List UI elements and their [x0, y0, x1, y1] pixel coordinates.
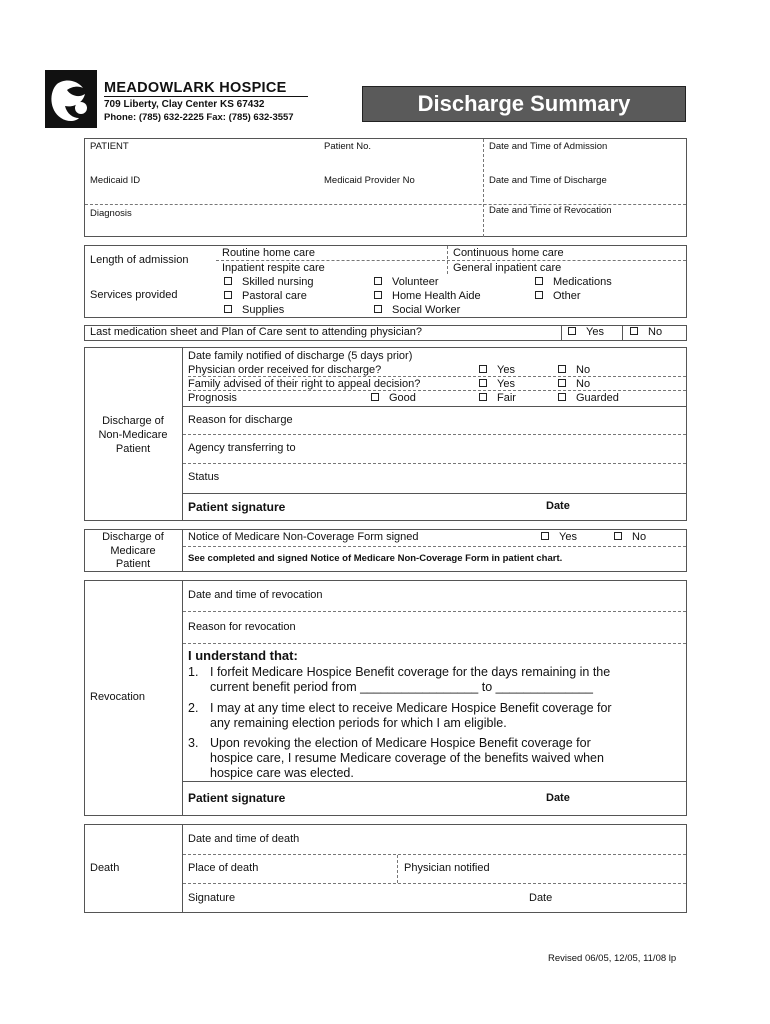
item-number: 3.	[188, 736, 199, 750]
org-phone: Phone: (785) 632-2225 Fax: (785) 632-3557	[104, 112, 294, 123]
patient-info-box	[84, 138, 687, 237]
checkbox-icon[interactable]	[371, 393, 379, 401]
medicaid-provider-label: Medicaid Provider No	[324, 175, 415, 186]
prognosis-label: Prognosis	[188, 392, 237, 404]
prognosis-fair[interactable]	[479, 392, 516, 404]
guarded-label: Guarded	[576, 392, 619, 404]
medicare-notice-label: Notice of Medicare Non-Coverage Form signed	[188, 531, 419, 543]
service-label: Other	[553, 290, 581, 302]
hospice-logo	[45, 70, 97, 128]
good-label: Good	[389, 392, 416, 404]
service-social-worker[interactable]	[374, 304, 460, 316]
item-text: current benefit period from _________________ to ______________	[210, 680, 593, 694]
service-home-health-aide[interactable]	[374, 290, 481, 302]
inpatient-respite-option[interactable]: Inpatient respite care	[222, 262, 325, 274]
item-text: I may at any time elect to receive Medicare Hospice Benefit coverage for	[210, 701, 612, 715]
service-label: Skilled nursing	[242, 276, 314, 288]
no-label: No	[648, 326, 663, 338]
physician-notified-label: Physician notified	[404, 862, 490, 874]
form-title-banner	[362, 86, 686, 122]
services-provided-label: Services provided	[90, 289, 178, 301]
revocation-item-1	[188, 665, 610, 695]
divider	[183, 406, 686, 407]
divider	[183, 546, 686, 547]
checkbox-icon[interactable]	[535, 277, 543, 285]
divider	[188, 376, 686, 377]
divider	[183, 643, 686, 644]
checkbox-icon[interactable]	[568, 327, 576, 335]
item-text: any remaining election periods for which I am eligible.	[210, 716, 507, 730]
item-number: 2.	[188, 701, 199, 715]
service-label: Volunteer	[392, 276, 439, 288]
checkbox-icon[interactable]	[535, 291, 543, 299]
divider	[183, 611, 686, 612]
checkbox-icon[interactable]	[479, 379, 487, 387]
item-text: hospice care was elected.	[210, 766, 354, 780]
checkbox-icon[interactable]	[558, 365, 566, 373]
patient-signature-label: Patient signature	[188, 500, 286, 514]
reason-for-discharge-label: Reason for discharge	[188, 414, 293, 426]
checkbox-icon[interactable]	[374, 305, 382, 313]
revocation-side-label: Revocation	[90, 691, 146, 703]
checkbox-icon[interactable]	[541, 532, 549, 540]
med-sheet-yes[interactable]	[568, 326, 604, 338]
divider	[182, 824, 183, 913]
checkbox-icon[interactable]	[224, 291, 232, 299]
divider	[85, 204, 686, 205]
checkbox-icon[interactable]	[374, 277, 382, 285]
service-medications[interactable]	[535, 276, 612, 288]
divider	[188, 390, 686, 391]
revocation-reason-label: Reason for revocation	[188, 621, 296, 633]
yes-label: Yes	[586, 326, 604, 338]
prognosis-good[interactable]	[371, 392, 416, 404]
death-date-time-label: Date and time of death	[188, 833, 300, 845]
divider	[183, 493, 686, 494]
item-number: 1.	[188, 665, 199, 679]
checkbox-icon[interactable]	[630, 327, 638, 335]
prognosis-guarded[interactable]	[558, 392, 619, 404]
checkbox-icon[interactable]	[224, 277, 232, 285]
no-label: No	[576, 378, 591, 390]
checkbox-icon[interactable]	[479, 365, 487, 373]
service-pastoral-care[interactable]	[224, 290, 307, 302]
understand-heading: I understand that:	[188, 648, 298, 663]
form-title: Discharge Summary	[417, 91, 631, 116]
fair-label: Fair	[497, 392, 516, 404]
org-address: 709 Liberty, Clay Center KS 67432	[104, 99, 265, 110]
item-text: I forfeit Medicare Hospice Benefit coverage for the days remaining in the	[210, 665, 611, 679]
revocation-item-2	[188, 701, 612, 731]
no-label: No	[632, 531, 647, 543]
service-label: Home Health Aide	[392, 290, 481, 302]
divider	[183, 434, 686, 435]
physician-order-yes[interactable]	[479, 364, 515, 376]
item-text: Upon revoking the election of Medicare Hospice Benefit coverage for	[210, 736, 591, 750]
yes-label: Yes	[559, 531, 577, 543]
divider	[216, 260, 686, 261]
revocation-date-time-label: Date and time of revocation	[188, 589, 323, 601]
continuous-home-care-option[interactable]: Continuous home care	[453, 247, 564, 259]
divider	[182, 529, 183, 572]
divider	[397, 855, 398, 883]
divider	[622, 325, 623, 341]
place-of-death-label: Place of death	[188, 862, 259, 874]
med-sheet-question: Last medication sheet and Plan of Care sent to attending physician?	[90, 326, 423, 338]
revocation-item-3	[188, 736, 604, 781]
agency-transferring-label: Agency transferring to	[188, 442, 296, 454]
org-name: MEADOWLARK HOSPICE	[104, 80, 287, 96]
non-medicare-side-label: Discharge of Non-Medicare Patient	[98, 415, 168, 455]
revocation-patient-signature-label: Patient signature	[188, 791, 286, 805]
diagnosis-label: Diagnosis	[90, 208, 132, 219]
service-label: Social Worker	[392, 304, 461, 316]
checkbox-icon[interactable]	[558, 379, 566, 387]
service-other[interactable]	[535, 290, 581, 302]
death-side-label: Death	[90, 862, 120, 874]
checkbox-icon[interactable]	[224, 305, 232, 313]
admission-date-label: Date and Time of Admission	[489, 141, 608, 152]
routine-home-care-option[interactable]: Routine home care	[222, 247, 315, 259]
family-advised-yes[interactable]	[479, 378, 515, 390]
med-sheet-no[interactable]	[630, 326, 662, 338]
signature-date-label: Date	[546, 500, 570, 512]
revision-note: Revised 06/05, 12/05, 11/08 lp	[548, 953, 677, 964]
divider	[561, 325, 562, 341]
service-label: Pastoral care	[242, 290, 307, 302]
death-signature-label: Signature	[188, 892, 236, 904]
family-notified-label: Date family notified of discharge (5 days prior)	[188, 350, 413, 362]
physician-order-no[interactable]	[558, 364, 590, 376]
medicare-see-note: See completed and signed Notice of Medicare Non-Coverage Form in patient chart.	[188, 553, 563, 564]
divider	[183, 883, 686, 884]
checkbox-icon[interactable]	[614, 532, 622, 540]
checkbox-icon[interactable]	[479, 393, 487, 401]
no-label: No	[576, 364, 591, 376]
family-advised-no[interactable]	[558, 378, 590, 390]
revocation-date-label: Date	[546, 792, 570, 804]
divider	[183, 781, 686, 782]
revocation-date-label: Date and Time of Revocation	[489, 205, 612, 216]
family-advised-label: Family advised of their right to appeal decision?	[188, 378, 421, 390]
patient-label: PATIENT	[90, 141, 129, 152]
divider	[183, 854, 686, 855]
service-label: Supplies	[242, 304, 285, 316]
service-volunteer[interactable]	[374, 276, 438, 288]
org-underline	[104, 96, 308, 97]
medicare-side-label: Discharge of Medicare Patient	[102, 531, 164, 570]
length-of-admission-label: Length of admission	[90, 254, 189, 266]
medicare-notice-yes[interactable]	[541, 531, 577, 543]
service-label: Medications	[553, 276, 612, 288]
general-inpatient-option[interactable]: General inpatient care	[453, 262, 562, 274]
yes-label: Yes	[497, 364, 515, 376]
item-text: hospice care, I resume Medicare coverage of the benefits waived when	[210, 751, 604, 765]
service-skilled-nursing[interactable]	[224, 276, 314, 288]
patient-no-label: Patient No.	[324, 141, 371, 152]
yes-label: Yes	[497, 378, 515, 390]
status-label: Status	[188, 471, 220, 483]
service-supplies[interactable]	[224, 304, 284, 316]
death-box	[84, 824, 687, 913]
checkbox-icon[interactable]	[558, 393, 566, 401]
divider	[183, 463, 686, 464]
medicaid-id-label: Medicaid ID	[90, 175, 141, 186]
death-date-label: Date	[529, 892, 553, 904]
medicare-notice-no[interactable]	[614, 531, 646, 543]
discharge-date-label: Date and Time of Discharge	[489, 175, 607, 186]
divider	[483, 139, 484, 237]
checkbox-icon[interactable]	[374, 291, 382, 299]
physician-order-label: Physician order received for discharge?	[188, 364, 382, 376]
